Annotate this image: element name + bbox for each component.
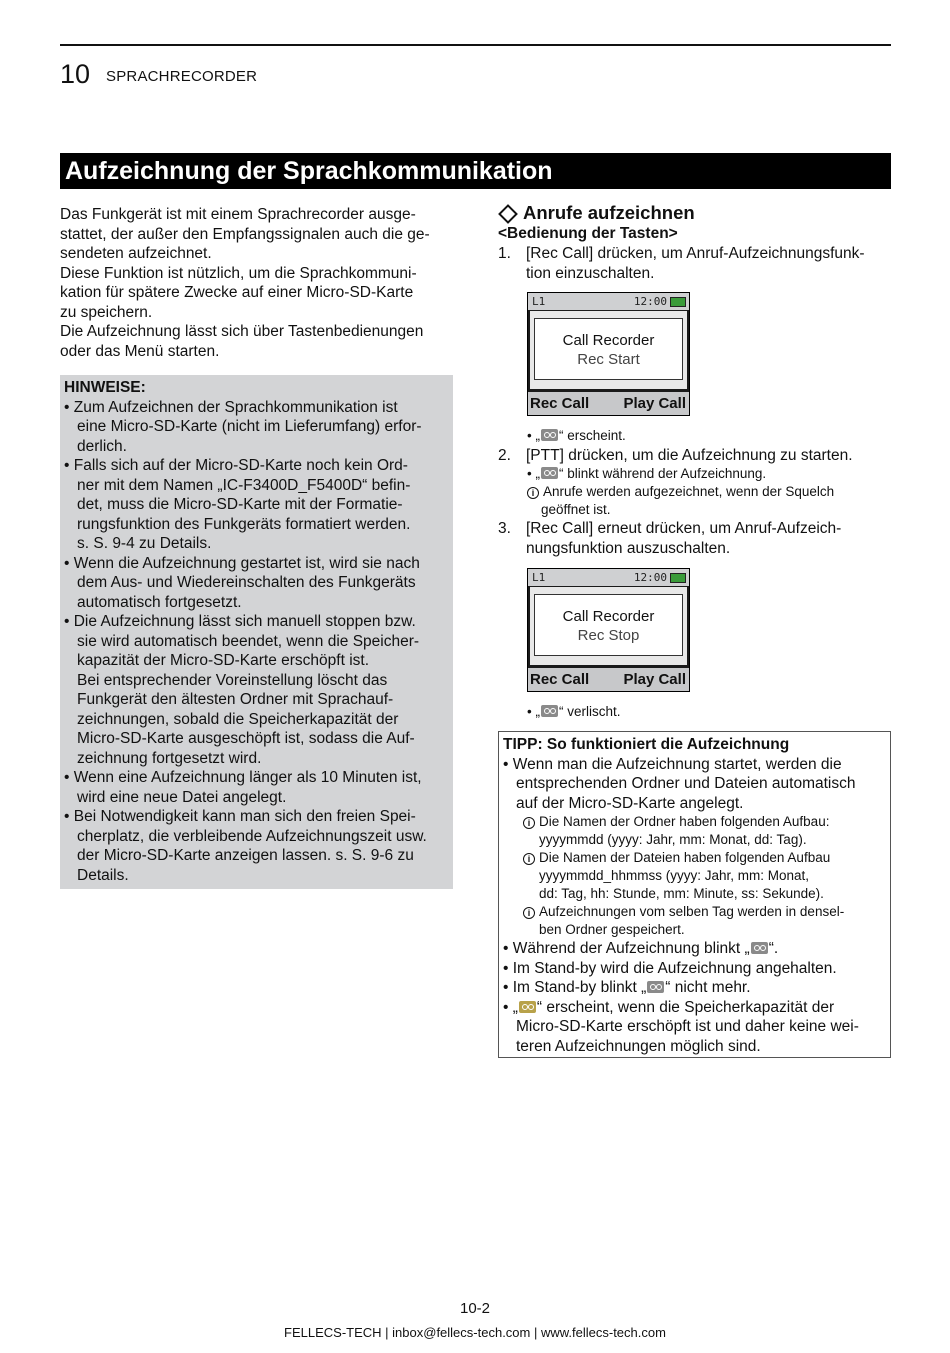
tip-box: TIPP: So funktioniert die Aufzeichnung • Wenn man die Aufzeichnung startet, werden die entsprechenden Ordner und Dateien automatisch auf der Micro-SD-Karte angelegt. i Die Namen der Ordner haben folgenden Aufbau: yyyymmdd (yyyy: Jahr, mm: Monat, dd: Tag). i Die Namen der Dateien haben folgenden Aufbau yyyymmdd_hhmmss (yyyy: Jahr, mm: Monat, dd: Tag, hh: Stunde, mm: Minute, ss: Sekunde). i Aufzeichnungen vom selben Tag werden in densel- ben Ordner gespeichert. • Während der Aufzeichnung blinkt „ “. • Im Stand-by wird die Aufzeichnung angehalten. • Im Stand-by blinkt „ “ nicht mehr. • „ “ erscheint, wenn die Speicherkapazität der Micro-SD-Karte erschöpft ist und daher keine wei- teren Aufzeichnungen möglich sind.	[498, 731, 891, 1058]
section-title: Aufzeichnung der Sprachkommunikation	[60, 153, 891, 189]
info-icon: i	[523, 907, 535, 919]
note-item: • Bei Notwendigkeit kann man sich den freien Spei- cherplatz, die verbleibende Aufzeichnungszeit usw. der Micro-SD-Karte anzeigen lassen. s. S. 9-6 zu Details.	[64, 807, 449, 885]
dialog-title: Call Recorder	[562, 608, 655, 625]
note-text: der Micro-SD-Karte anzeigen lassen. s. S. 9-6 zu	[77, 847, 414, 864]
note-item: • Wenn eine Aufzeichnung länger als 10 Minuten ist, wird eine neue Datei angelegt.	[64, 768, 449, 807]
tip-bullet: • „ “ erscheint, wenn die Speicherkapazität der	[503, 998, 835, 1016]
footer: FELLECS-TECH | inbox@fellecs-tech.com | www.fellecs-tech.com	[284, 1325, 666, 1340]
note-text: dem Aus- und Wiedereinschalten des Funkgeräts	[77, 574, 416, 591]
note-item: • Die Aufzeichnung lässt sich manuell stoppen bzw. sie wird automatisch beendet, wenn die Speicher- kapazität der Micro-SD-Karte erschöpft ist. Bei entsprechender Voreinstellung löscht das Funkgerät den ältesten Ordner mit Sprachauf- zeichnungen, sobald die Speicherkapazität der Micro-SD-Karte ausgeschöpft ist, sodass die Auf- zeichnung fortgesetzt wird.	[64, 612, 449, 768]
tip-bullet: • Im Stand-by wird die Aufzeichnung angehalten.	[503, 959, 837, 977]
tip-bullet: • Im Stand-by blinkt „ “ nicht mehr.	[503, 979, 751, 996]
intro-line: stattet, der außer den Empfangssignalen auch die ge-	[60, 225, 430, 243]
step-2-bullet: • „ “ blinkt während der Aufzeichnung.	[527, 466, 767, 481]
note-item: • Wenn die Aufzeichnung gestartet ist, wird sie nach dem Aus- und Wiedereinschalten des Funkgeräts automatisch fortgesetzt.	[64, 554, 449, 613]
recorder-full-warning-icon	[519, 1001, 536, 1013]
status-bar	[528, 293, 689, 310]
note-text: Micro-SD-Karte ausgeschöpft ist, sodass die Auf-	[77, 730, 415, 747]
step-2: 2. [PTT] drücken, um die Aufzeichnung zu starten.	[498, 447, 853, 464]
recorder-tape-icon	[751, 942, 768, 954]
tip-title: TIPP: So funktioniert die Aufzeichnung	[503, 736, 790, 753]
channel-label: L1	[532, 295, 546, 308]
note-text: det, muss die Micro-SD-Karte mit der Formatie-	[77, 496, 403, 513]
intro-line: oder das Menü starten.	[60, 342, 220, 360]
step-1: 1. [Rec Call] drücken, um Anruf-Aufzeichnungsfunk- tion einzuschalten.	[498, 245, 865, 282]
radio-screen-rec-start	[527, 292, 690, 416]
info-icon: i	[523, 817, 535, 829]
subsection-heading: Anrufe aufzeichnen	[498, 202, 891, 224]
note-text: automatisch fortgesetzt.	[77, 593, 242, 611]
info-icon: i	[527, 487, 539, 499]
info-icon: i	[523, 853, 535, 865]
note-text: Details.	[77, 866, 129, 884]
intro-line: Das Funkgerät ist mit einem Sprachrecorder ausge-	[60, 206, 416, 223]
recorder-tape-icon	[541, 429, 558, 441]
recorder-tape-icon	[541, 705, 558, 717]
note-item: • Zum Aufzeichnen der Sprachkommunikation ist eine Micro-SD-Karte (nicht im Lieferumfang) erfor- derlich.	[64, 398, 449, 457]
dialog-title: Call Recorder	[562, 332, 655, 349]
status-bar	[528, 569, 689, 586]
intro-line: Diese Funktion ist nützlich, um die Sprachkommuni-	[60, 264, 417, 282]
note-text: Funkgerät den ältesten Ordner mit Sprachauf-	[77, 691, 394, 708]
dialog-status: Rec Stop	[577, 627, 640, 644]
softkey-rec-call: Rec Call	[530, 395, 590, 412]
note-text: ner mit dem Namen „IC-F3400D_F5400D“ befin-	[77, 476, 411, 494]
note-text: cherplatz, die verbleibende Aufzeichnungszeit usw.	[77, 827, 427, 845]
note-text: zeichnung fortgesetzt wird.	[77, 749, 262, 767]
softkey-bar	[528, 668, 689, 691]
note-text: derlich.	[77, 437, 127, 455]
note-item: • Falls sich auf der Micro-SD-Karte noch kein Ord- ner mit dem Namen „IC-F3400D_F5400D“ befin- det, muss die Micro-SD-Karte mit der Formatie- rungsfunktion des Funkgeräts formatiert werden. s. S. 9-4 zu Details.	[64, 456, 449, 554]
note-text: Bei entsprechender Voreinstellung löscht das	[77, 671, 388, 689]
softkey-play-call: Play Call	[623, 395, 686, 412]
recorder-tape-icon	[647, 981, 664, 993]
softkey-play-call: Play Call	[623, 671, 686, 688]
note-text: s. S. 9-4 zu Details.	[77, 535, 212, 552]
clock: 12:00	[633, 295, 667, 308]
note-text: rungsfunktion des Funkgeräts formatiert werden.	[77, 515, 411, 533]
note-text: Bei Notwendigkeit kann man sich den freien Spei-	[73, 808, 416, 825]
tip-bullet: • Während der Aufzeichnung blinkt „ “.	[503, 940, 779, 957]
step-2-info: i Anrufe werden aufgezeichnet, wenn der Squelch geöffnet ist.	[527, 483, 920, 519]
diamond-icon	[498, 204, 518, 224]
softkey-bar	[528, 392, 689, 415]
radio-screen-rec-stop	[527, 568, 690, 692]
note-text: Die Aufzeichnung lässt sich manuell stoppen bzw.	[73, 613, 416, 630]
recorder-dialog	[534, 318, 683, 380]
softkey-rec-call: Rec Call	[530, 671, 590, 688]
battery-icon	[670, 297, 686, 307]
tip-info-files: i Die Namen der Dateien haben folgenden Aufbau yyyymmdd_hhmmss (yyyy: Jahr, mm: Monat, dd: Tag, hh: Stunde, mm: Minute, ss: Sekunde).	[503, 849, 886, 903]
recorder-dialog	[534, 594, 683, 656]
intro-line: sendeten aufzeichnet.	[60, 245, 212, 262]
intro-line: Die Aufzeichnung lässt sich über Tastenbedienungen	[60, 323, 424, 340]
tip-info-folders: i Die Namen der Ordner haben folgenden Aufbau: yyyymmdd (yyyy: Jahr, mm: Monat, dd: Tag).	[503, 813, 886, 849]
intro-paragraph	[60, 205, 455, 361]
intro-line: zu speichern.	[60, 303, 153, 321]
chapter-number: 10	[60, 59, 91, 89]
step-3-result: • „ “ verlischt.	[527, 704, 621, 719]
notes-title: HINWEISE:	[64, 379, 146, 396]
dialog-status: Rec Start	[577, 351, 640, 368]
notes-box	[60, 375, 453, 889]
header-rule	[60, 44, 891, 46]
step-3: 3. [Rec Call] erneut drücken, um Anruf-Aufzeich- nungsfunktion auszuschalten.	[498, 520, 842, 557]
note-text: Falls sich auf der Micro-SD-Karte noch kein Ord-	[73, 457, 408, 474]
note-text: kapazität der Micro-SD-Karte erschöpft ist.	[77, 652, 370, 669]
recorder-tape-icon	[541, 467, 558, 479]
channel-label: L1	[532, 571, 546, 584]
step-1-result: • „ “ erscheint.	[527, 428, 626, 443]
note-text: wird eine neue Datei angelegt.	[77, 788, 287, 806]
intro-line: kation für spätere Zwecke auf einer Micro-SD-Karte	[60, 284, 414, 301]
note-text: Wenn die Aufzeichnung gestartet ist, wird sie nach	[73, 554, 420, 572]
page-number: 10-2	[459, 1300, 491, 1317]
note-text: zeichnungen, sobald die Speicherkapazität der	[77, 710, 399, 728]
note-text: sie wird automatisch beendet, wenn die Speicher-	[77, 632, 420, 650]
note-text: Wenn eine Aufzeichnung länger als 10 Minuten ist,	[73, 769, 422, 786]
chapter-title: SPRACHRECORDER	[106, 68, 258, 85]
tip-info-sameday: i Aufzeichnungen vom selben Tag werden in densel- ben Ordner gespeichert.	[503, 903, 886, 939]
clock: 12:00	[633, 571, 667, 584]
note-text: eine Micro-SD-Karte (nicht im Lieferumfang) erfor-	[77, 418, 422, 435]
battery-icon	[670, 573, 686, 583]
subsection-subheading: <Bedienung der Tasten>	[498, 225, 678, 242]
note-text: Zum Aufzeichnen der Sprachkommunikation ist	[73, 398, 398, 416]
